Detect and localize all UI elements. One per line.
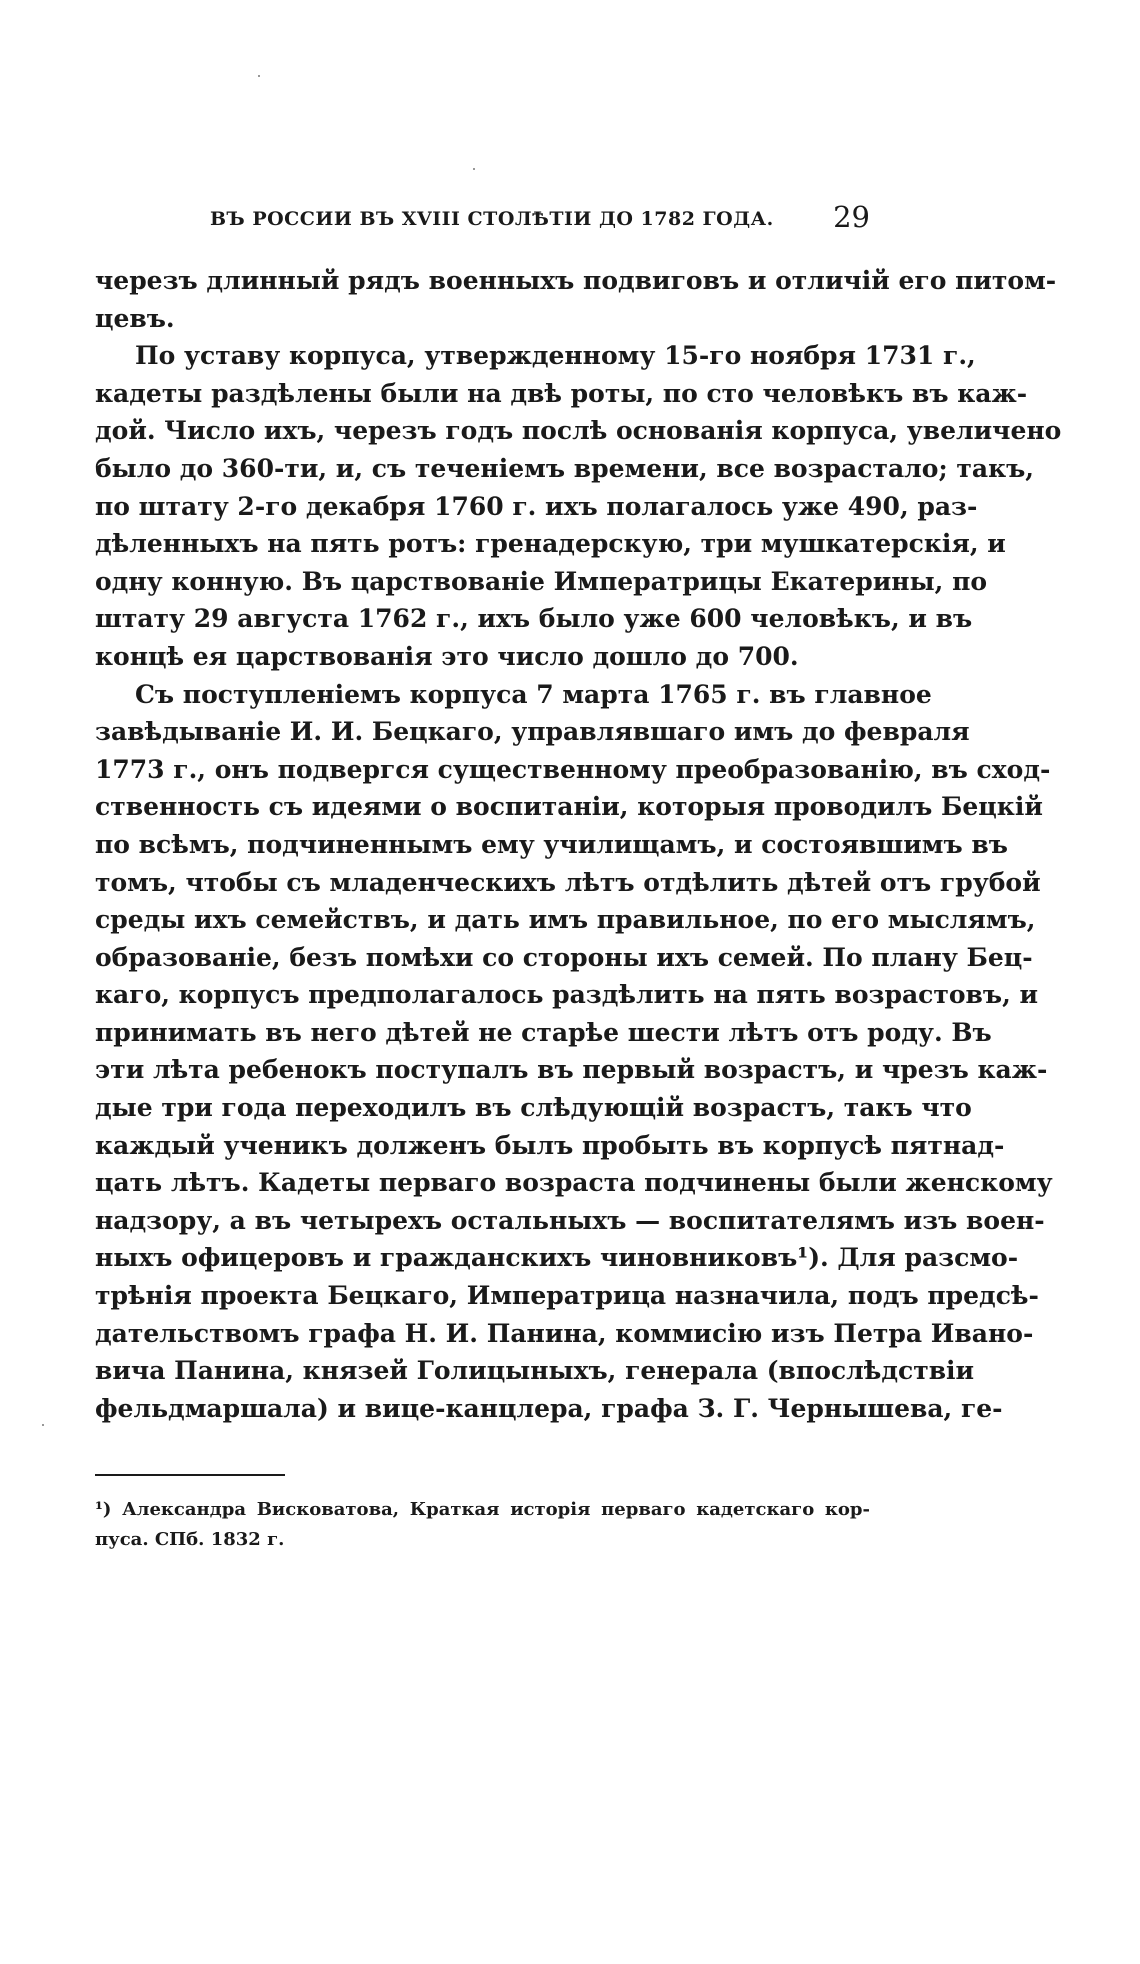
text-line: Съ поступленіемъ корпуса 7 марта 1765 г. въ главное xyxy=(135,679,932,709)
text-line: дательствомъ графа Н. И. Панина, коммисію изъ Петра Ивано- xyxy=(95,1318,1034,1348)
footnotes xyxy=(95,1495,870,1555)
text-line: дѣленныхъ на пять ротъ: гренадерскую, три мушкатерскія, и xyxy=(95,529,1006,559)
page-number: 29 xyxy=(833,200,870,234)
paper-speck xyxy=(473,168,475,170)
text-line: принимать въ него дѣтей не старѣе шести лѣтъ отъ роду. Въ xyxy=(95,1017,992,1047)
text-line: образованіе, безъ помѣхи со стороны ихъ семей. По плану Бец- xyxy=(95,942,1033,972)
text-line: дые три года переходилъ въ слѣдующій возрастъ, такъ что xyxy=(95,1093,972,1123)
text-line: кадеты раздѣлены были на двѣ роты, по сто человѣкъ въ каж- xyxy=(95,378,1028,408)
text-line: томъ, чтобы съ младенческихъ лѣтъ отдѣлить дѣтей отъ грубой xyxy=(95,867,1041,897)
text-line: среды ихъ семействъ, и дать имъ правильное, по его мыслямъ, xyxy=(95,905,1036,935)
text-line: трѣнія проекта Бецкаго, Императрица назначила, подъ предсѣ- xyxy=(95,1281,1039,1311)
text-line: концѣ ея царствованія это число дошло до 700. xyxy=(95,641,799,671)
body-text xyxy=(95,262,1062,1427)
text-line: по всѣмъ, подчиненнымъ ему училищамъ, и состоявшимъ въ xyxy=(95,829,1008,859)
paper-speck xyxy=(258,75,260,77)
text-line: каго, корпусъ предполагалось раздѣлить на пять возрастовъ, и xyxy=(95,980,1039,1010)
text-line: было до 360-ти, и, съ теченіемъ времени, все возрастало; такъ, xyxy=(95,453,1035,483)
footnote-rule xyxy=(95,1474,285,1476)
text-line: вича Панина, князей Голицыныхъ, генерала (впослѣдствіи xyxy=(95,1356,975,1386)
text-line: штату 29 августа 1762 г., ихъ было уже 600 человѣкъ, и въ xyxy=(95,604,973,634)
text-line: По уставу корпуса, утвержденному 15-го ноября 1731 г., xyxy=(135,341,976,371)
text-line: эти лѣта ребенокъ поступалъ въ первый возрастъ, и чрезъ каж- xyxy=(95,1055,1048,1085)
text-line: по штату 2-го декабря 1760 г. ихъ полагалось уже 490, раз- xyxy=(95,491,978,521)
text-line: цевъ. xyxy=(95,303,175,333)
footnote-line: ¹) Александра Висковатова, Краткая исторія перваго кадетскаго кор- xyxy=(95,1499,870,1520)
text-line: завѣдываніе И. И. Бецкаго, управлявшаго имъ до февраля xyxy=(95,717,970,747)
text-line: черезъ длинный рядъ военныхъ подвиговъ и отличій его питом- xyxy=(95,266,1057,295)
paper-speck xyxy=(42,1424,44,1426)
text-line: каждый ученикъ долженъ былъ пробыть въ корпусѣ пятнад- xyxy=(95,1130,1005,1160)
text-line: фельдмаршала) и вице-канцлера, графа З. Г. Чернышева, ге- xyxy=(95,1393,1003,1423)
footnote-line: пуса. СПб. 1832 г. xyxy=(95,1529,285,1550)
text-line: ныхъ офицеровъ и гражданскихъ чиновниковъ¹). Для разсмо- xyxy=(95,1243,1019,1273)
running-head: ВЪ РОССИИ ВЪ XVIII СТОЛѢТІИ ДО 1782 ГОДА. xyxy=(210,208,774,230)
text-line: 1773 г., онъ подвергся существенному преобразованію, въ сход- xyxy=(95,754,1051,784)
text-line: ственность съ идеями о воспитаніи, которыя проводилъ Бецкій xyxy=(95,792,1043,822)
text-line: надзору, а въ четырехъ остальныхъ — воспитателямъ изъ воен- xyxy=(95,1205,1045,1235)
text-line: дой. Число ихъ, черезъ годъ послѣ основанія корпуса, увеличено xyxy=(95,416,1062,446)
text-line: цать лѣтъ. Кадеты перваго возраста подчинены были женскому xyxy=(95,1168,1053,1198)
page-header xyxy=(95,200,870,240)
text-line: одну конную. Въ царствованіе Императрицы Екатерины, по xyxy=(95,566,988,596)
